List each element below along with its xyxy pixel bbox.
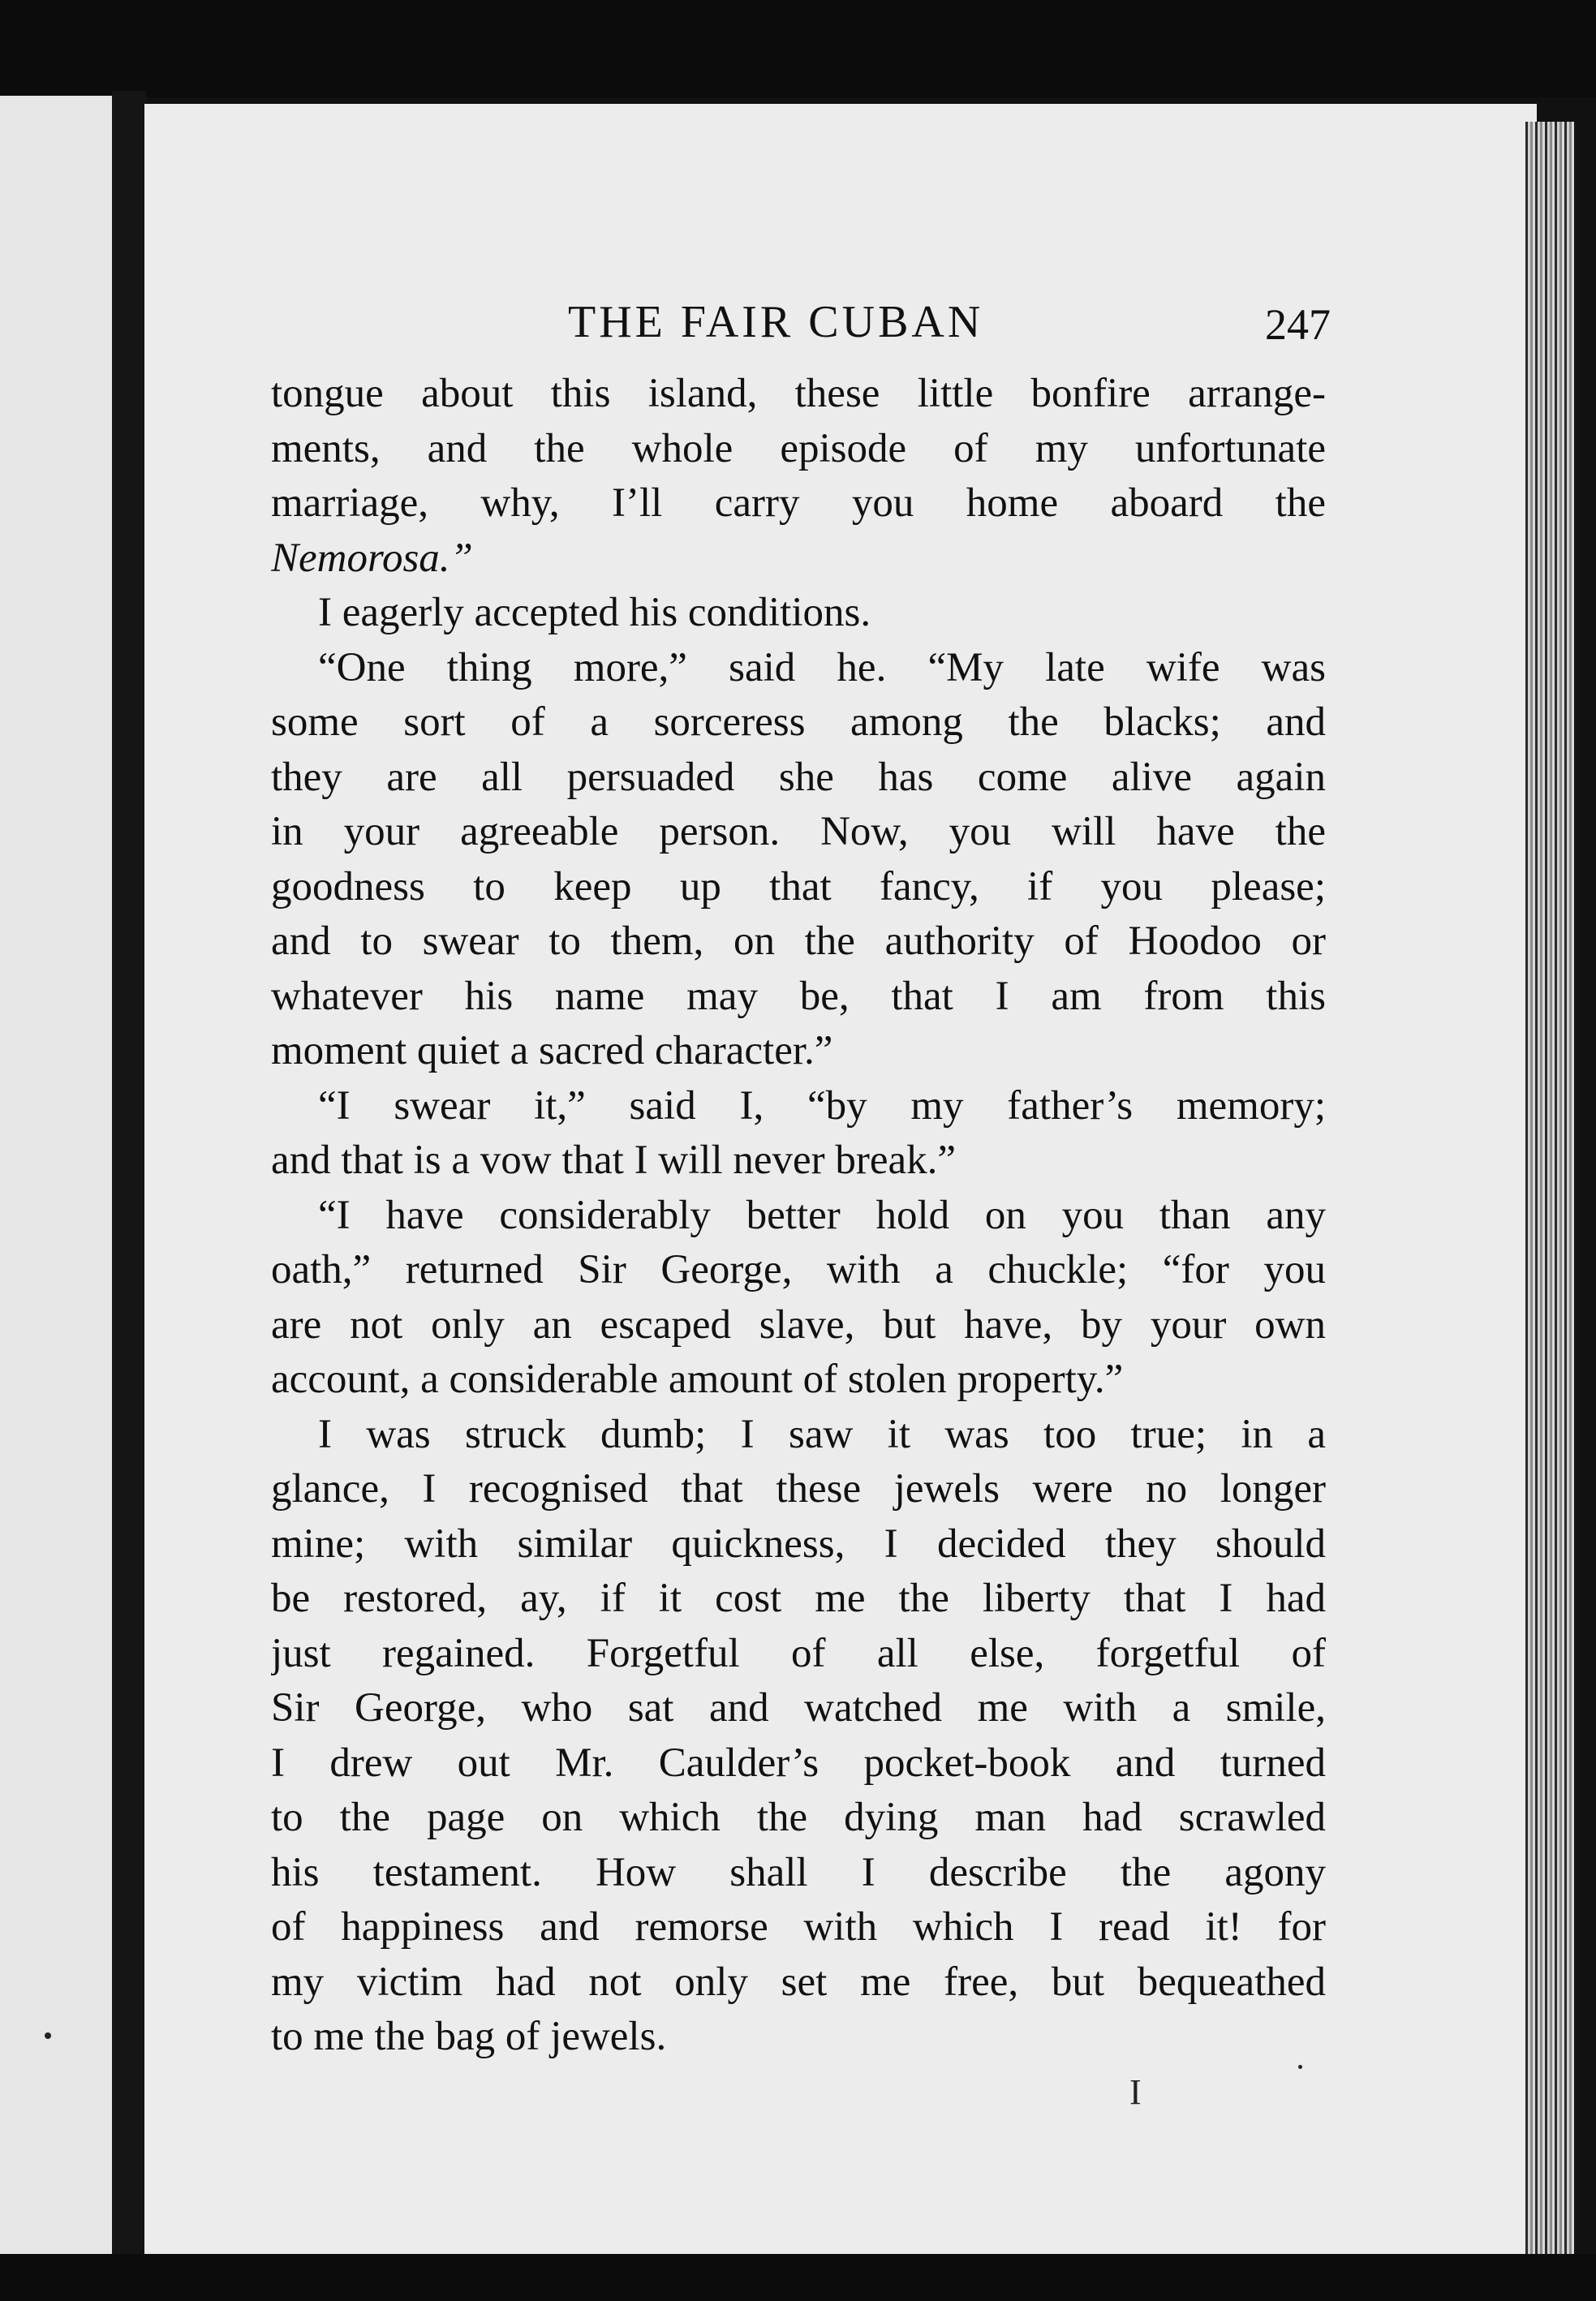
text-line: of happiness and remorse with which I read it! for xyxy=(271,1904,1326,1950)
text-line: “I swear it,” said I, “by my father’s memory; xyxy=(318,1082,1326,1129)
text-line: I drew out Mr. Caulder’s pocket-book and turned xyxy=(271,1740,1326,1786)
facing-page-edge xyxy=(0,96,114,2254)
text-line: tongue about this island, these little bonfire arrange- xyxy=(271,371,1326,416)
text-line: be restored, ay, if it cost me the liberty that I had xyxy=(271,1576,1326,1621)
text-line: in your agreeable person. Now, you will have the xyxy=(271,809,1326,854)
book-gutter xyxy=(112,91,146,2282)
scan-top-border xyxy=(0,0,1596,97)
text-line: Sir George, who sat and watched me with a smile, xyxy=(271,1685,1326,1731)
text-line: to me the bag of jewels. xyxy=(271,2014,667,2059)
text-line: whatever his name may be, that I am from this xyxy=(271,973,1326,1019)
text-line: and that is a vow that I will never break.” xyxy=(271,1138,957,1183)
page-number: 247 xyxy=(1265,300,1331,349)
text-line: they are all persuaded she has come alive again xyxy=(271,754,1326,800)
body-text xyxy=(271,367,1326,2065)
text-line: to the page on which the dying man had scrawled xyxy=(271,1795,1326,1840)
text-line: my victim had not only set me free, but bequeathed xyxy=(271,1959,1326,2005)
text-line: some sort of a sorceress among the blacks; and xyxy=(271,699,1326,745)
text-line: Nemorosa.” xyxy=(271,535,473,581)
text-line: “I have considerably better hold on you than any xyxy=(318,1192,1326,1238)
text-line: his testament. How shall I describe the agony xyxy=(271,1849,1326,1895)
text-line: I eagerly accepted his conditions. xyxy=(318,590,871,635)
text-line: oath,” returned Sir George, with a chuckle; “for you xyxy=(271,1247,1326,1292)
running-head: THE FAIR CUBAN xyxy=(568,297,984,347)
text-line: are not only an escaped slave, but have, by your own xyxy=(271,1301,1326,1348)
text-line: ments, and the whole episode of my unfortunate xyxy=(271,425,1326,471)
text-line: goodness to keep up that fancy, if you please; xyxy=(271,863,1326,910)
text-line: marriage, why, I’ll carry you home aboard the xyxy=(271,480,1326,526)
text-line: and to swear to them, on the authority of Hoodoo or xyxy=(271,918,1326,964)
text-line: mine; with similar quickness, I decided they should xyxy=(271,1520,1326,1567)
text-line: just regained. Forgetful of all else, forgetful of xyxy=(271,1630,1326,1676)
scan-bottom-border xyxy=(0,2254,1596,2301)
signature-mark: I xyxy=(1129,2072,1142,2112)
text-line: I was struck dumb; I saw it was too true; in a xyxy=(318,1411,1326,1457)
text-line: “One thing more,” said he. “My late wife was xyxy=(318,644,1326,690)
scan-right-border xyxy=(1574,122,1596,2301)
scan-speck xyxy=(45,2032,51,2039)
text-line: account, a considerable amount of stolen property.” xyxy=(271,1357,1124,1402)
page-header xyxy=(268,296,1331,353)
scan-speck xyxy=(1298,2065,1302,2069)
text-line: glance, I recognised that these jewels were no longer xyxy=(271,1466,1326,1512)
text-line: moment quiet a sacred character.” xyxy=(271,1028,833,1073)
